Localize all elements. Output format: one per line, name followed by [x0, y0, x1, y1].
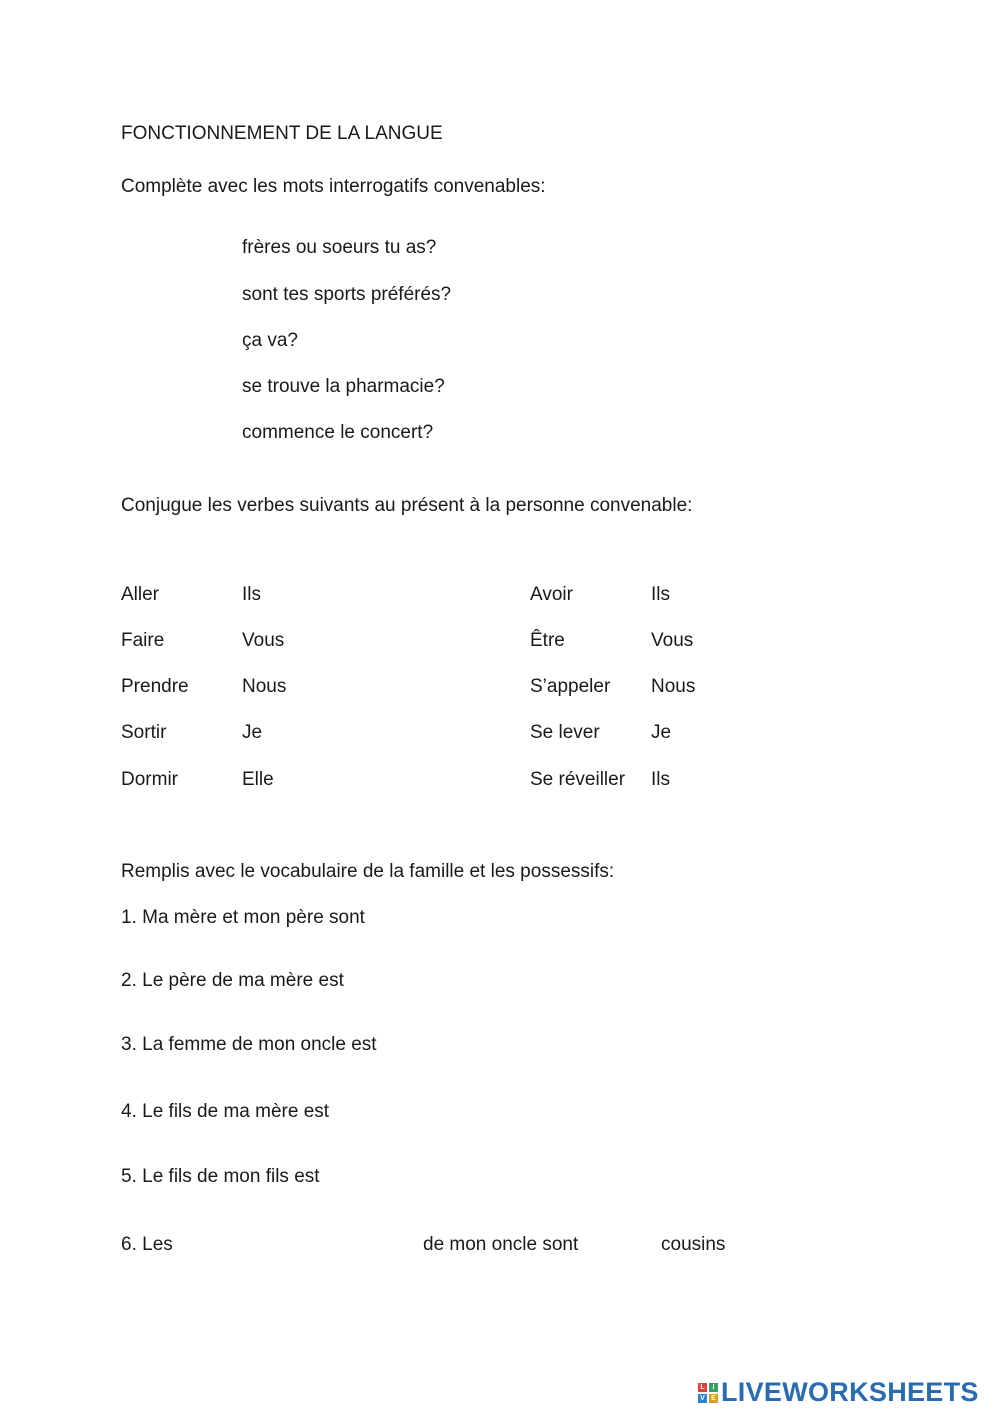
- answer-input[interactable]: [121, 420, 233, 446]
- question-text: ça va?: [242, 330, 298, 351]
- family-sentence: 2. Le père de ma mère est: [121, 970, 344, 991]
- logo-letter: I: [709, 1383, 718, 1392]
- answer-input[interactable]: [121, 282, 233, 308]
- pronoun-label: Nous: [651, 676, 696, 697]
- logo-icon: [698, 1383, 718, 1403]
- question-text: se trouve la pharmacie?: [242, 376, 445, 397]
- conjugation-input[interactable]: [300, 674, 500, 700]
- family-sentence-part: cousins: [661, 1234, 726, 1255]
- pronoun-label: Vous: [242, 630, 285, 651]
- pronoun-label: Nous: [242, 676, 287, 697]
- verb-label: S’appeler: [530, 676, 611, 697]
- verb-label: Être: [530, 630, 565, 651]
- liveworksheets-logo: [698, 1379, 979, 1406]
- answer-input[interactable]: [121, 235, 233, 261]
- conjugation-input[interactable]: [715, 582, 915, 608]
- conjugation-input[interactable]: [300, 628, 500, 654]
- conjugation-input[interactable]: [300, 582, 500, 608]
- page-title: FONCTIONNEMENT DE LA LANGUE: [121, 123, 443, 144]
- verb-label: Sortir: [121, 722, 167, 743]
- section3-instruction: Remplis avec le vocabulaire de la famille et les possessifs:: [121, 861, 615, 882]
- pronoun-label: Ils: [242, 584, 261, 605]
- verb-label: Prendre: [121, 676, 189, 697]
- family-sentence-part: de mon oncle sont: [423, 1234, 579, 1255]
- pronoun-label: Ils: [651, 584, 670, 605]
- verb-label: Avoir: [530, 584, 573, 605]
- logo-letter: V: [698, 1394, 707, 1403]
- logo-letter: E: [709, 1394, 718, 1403]
- question-text: commence le concert?: [242, 422, 434, 443]
- question-text: frères ou soeurs tu as?: [242, 237, 437, 258]
- family-answer-input[interactable]: [380, 968, 680, 994]
- family-answer-input[interactable]: [410, 1032, 710, 1058]
- conjugation-input[interactable]: [715, 628, 915, 654]
- question-text: sont tes sports préférés?: [242, 284, 452, 305]
- conjugation-input[interactable]: [300, 767, 500, 793]
- section1-instruction: Complète avec les mots interrogatifs convenables:: [121, 176, 546, 197]
- family-sentence: 3. La femme de mon oncle est: [121, 1034, 377, 1055]
- conjugation-input[interactable]: [715, 674, 915, 700]
- logo-letter: L: [698, 1383, 707, 1392]
- pronoun-label: Vous: [651, 630, 694, 651]
- verb-label: Dormir: [121, 769, 178, 790]
- pronoun-label: Ils: [651, 769, 670, 790]
- family-sentence-part: 6. Les: [121, 1234, 173, 1255]
- family-answer-input[interactable]: [360, 1099, 660, 1125]
- possessive-input[interactable]: [600, 1232, 652, 1258]
- family-sentence: 1. Ma mère et mon père sont: [121, 907, 365, 928]
- conjugation-input[interactable]: [715, 720, 915, 746]
- verb-label: Aller: [121, 584, 160, 605]
- conjugation-input[interactable]: [715, 767, 915, 793]
- answer-input[interactable]: [121, 374, 233, 400]
- family-answer-input[interactable]: [190, 1232, 410, 1258]
- family-answer-input[interactable]: [350, 1164, 650, 1190]
- answer-input[interactable]: [121, 328, 233, 354]
- pronoun-label: Je: [651, 722, 672, 743]
- verb-label: Se réveiller: [530, 769, 626, 790]
- pronoun-label: Elle: [242, 769, 274, 790]
- verb-label: Se lever: [530, 722, 600, 743]
- conjugation-input[interactable]: [300, 720, 500, 746]
- logo-text: LIVEWORKSHEETS: [721, 1377, 979, 1407]
- verb-label: Faire: [121, 630, 165, 651]
- family-sentence: 4. Le fils de ma mère est: [121, 1101, 330, 1122]
- section2-instruction: Conjugue les verbes suivants au présent à la personne convenable:: [121, 495, 693, 516]
- pronoun-label: Je: [242, 722, 263, 743]
- family-answer-input[interactable]: [400, 905, 700, 931]
- family-sentence: 5. Le fils de mon fils est: [121, 1166, 320, 1187]
